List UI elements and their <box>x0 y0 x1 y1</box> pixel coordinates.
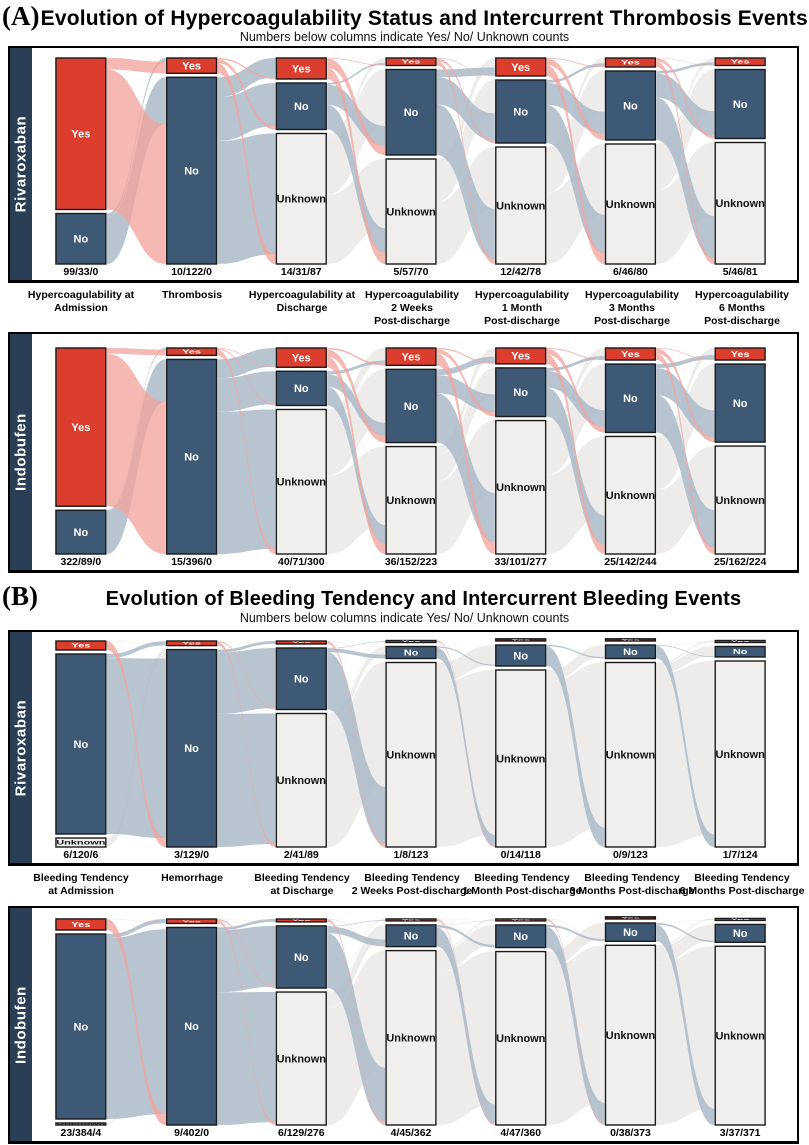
segment-label: Yes <box>511 350 531 363</box>
sankey-b-rivaroxaban <box>32 632 797 863</box>
drug-axis-rivaroxaban <box>10 48 32 280</box>
axis-label-col-2: Hemorrhage <box>161 872 223 884</box>
segment-label: Yes <box>511 918 531 922</box>
segment-label: No <box>513 387 529 400</box>
sankey-a-indobufen <box>32 334 797 570</box>
segment-label: Yes <box>71 642 91 650</box>
axis-label-col-6: Hypercoagulability 3 Months Post-discharge <box>585 289 679 328</box>
segment-label: No <box>184 451 199 464</box>
segment-label: Unknown <box>386 1032 436 1045</box>
segment-label: No <box>732 648 748 656</box>
segment-label: No <box>732 928 748 941</box>
segment-label: Yes <box>730 640 750 643</box>
chart-box-b-rivaroxaban <box>8 630 799 866</box>
count-label: 2/41/89 <box>283 849 319 862</box>
panel-a-prefix: (A) <box>2 1 40 31</box>
flow-ribbon <box>218 409 276 554</box>
segment-label: Unknown <box>605 1029 656 1042</box>
segment-label: Yes <box>620 638 640 642</box>
segment-label: No <box>293 951 309 964</box>
segment-label: Unknown <box>276 1053 326 1066</box>
segment-label: Yes <box>291 352 311 365</box>
flow-ribbon <box>656 661 714 847</box>
count-label: 40/71/300 <box>278 556 325 569</box>
count-label: 9/402/0 <box>174 1127 210 1140</box>
segment-label: Yes <box>71 920 91 930</box>
flow-ribbon <box>218 714 276 848</box>
segment-label: Unknown <box>56 839 106 847</box>
segment-label: Unknown <box>496 753 546 766</box>
drug-axis-indobufen <box>10 908 32 1141</box>
axis-label-col-1: Hypercoagulability at Admission <box>27 289 135 315</box>
segment-label: No <box>184 743 199 756</box>
segment-label: No <box>73 526 89 539</box>
count-label: 0/38/373 <box>610 1127 651 1140</box>
axis-label-col-1: Bleeding Tendency at Admission <box>33 872 129 898</box>
count-label: 15/396/0 <box>171 556 212 569</box>
axis-label-col-7: Bleeding Tendency 6 Months Post-discharge <box>679 872 805 898</box>
panel-a-header <box>0 1 809 32</box>
segment-label: Yes <box>620 916 640 920</box>
panel-b-subtitle: Numbers below columns indicate Yes/ No/ Unknown counts <box>239 611 570 625</box>
segment-label: Yes <box>620 350 640 360</box>
panel-a-subtitle: Numbers below columns indicate Yes/ No/ Unknown counts <box>239 30 570 44</box>
count-label: 322/89/0 <box>60 556 102 569</box>
segment-label: Unknown <box>496 1033 546 1046</box>
segment-label: Unknown <box>715 1030 765 1043</box>
segment-label: Yes <box>182 919 202 924</box>
segment-label: Yes <box>182 348 202 355</box>
count-label: 1/7/124 <box>722 849 758 862</box>
segment-label: Unknown <box>276 476 326 489</box>
segment-label: Yes <box>401 918 421 922</box>
axis-label-col-6: Bleeding Tendency 3 Months Post-discharge <box>569 872 695 898</box>
flow-ribbon <box>437 670 495 847</box>
count-label: 10/122/0 <box>171 266 212 279</box>
drug-label: Indobufen <box>12 413 30 491</box>
flow-ribbon <box>107 348 166 355</box>
axis-label-col-4: Bleeding Tendency 2 Weeks Post-discharge <box>351 872 473 898</box>
segment-label: Unknown <box>276 775 326 788</box>
segment-label: Yes <box>730 58 750 65</box>
segment-label: Unknown <box>715 748 765 761</box>
segment-label: Unknown <box>56 1122 106 1126</box>
segment-label: Unknown <box>715 198 765 211</box>
flow-ribbon <box>656 946 714 1125</box>
segment-label: No <box>732 397 748 410</box>
segment-label: Yes <box>291 919 311 922</box>
count-label: 99/33/0 <box>63 266 99 279</box>
segment-label: Yes <box>291 63 311 76</box>
chart-box-a-indobufen <box>8 332 799 573</box>
segment-label: Yes <box>291 641 311 644</box>
segment-label: No <box>513 931 529 944</box>
flow-ribbon <box>107 58 166 73</box>
count-label: 0/9/123 <box>612 849 648 862</box>
segment-label: No <box>623 647 638 658</box>
axis-label-col-5: Bleeding Tendency 1 Month Post-discharge <box>462 872 582 898</box>
segment-label: Unknown <box>605 749 656 762</box>
segment-label: No <box>623 926 638 939</box>
count-label: 12/42/78 <box>500 266 542 279</box>
panel-b-title: Evolution of Bleeding Tendency and Intercurrent Bleeding Events <box>105 588 742 610</box>
axis-label-col-3: Bleeding Tendency at Discharge <box>254 872 350 898</box>
segment-label: No <box>73 738 89 751</box>
axis-label-col-5: Hypercoagulability 1 Month Post-discharge <box>475 289 569 328</box>
segment-label: No <box>184 165 199 178</box>
count-label: 3/37/371 <box>719 1127 761 1140</box>
count-label: 36/152/223 <box>384 556 438 569</box>
segment-label: Unknown <box>386 749 436 762</box>
segment-label: No <box>403 400 419 413</box>
sankey-a-rivaroxaban <box>32 48 797 280</box>
count-label: 1/8/123 <box>393 849 429 862</box>
axis-label-col-3: Hypercoagulability at Discharge <box>248 289 356 315</box>
count-label: 3/129/0 <box>174 849 210 862</box>
segment-label: Yes <box>182 60 202 73</box>
count-label: 14/31/87 <box>280 266 322 279</box>
flow-ribbon <box>218 992 276 1125</box>
segment-label: Unknown <box>386 495 436 508</box>
flow-ribbon <box>327 642 385 649</box>
drug-label: Rivaroxaban <box>12 699 30 796</box>
segment-label: No <box>403 930 419 943</box>
segment-label: Yes <box>511 61 531 74</box>
panel-b-header <box>0 581 809 612</box>
segment-label: Unknown <box>276 193 326 206</box>
count-label: 23/384/4 <box>60 1127 102 1140</box>
count-label: 4/47/360 <box>500 1127 542 1140</box>
count-label: 6/129/276 <box>278 1127 325 1140</box>
axis-label-col-7: Hypercoagulability 6 Months Post-discharge <box>695 289 789 328</box>
segment-label: No <box>623 393 638 406</box>
count-label: 5/46/81 <box>722 266 758 279</box>
segment-label: Unknown <box>496 482 546 495</box>
segment-label: Yes <box>71 128 91 141</box>
drug-axis-rivaroxaban <box>10 632 32 863</box>
drug-axis-indobufen <box>10 334 32 570</box>
count-label: 25/162/224 <box>713 556 767 569</box>
drug-label: Rivaroxaban <box>12 115 30 213</box>
segment-label: No <box>513 106 529 119</box>
segment-label: Yes <box>730 350 750 360</box>
segment-label: Yes <box>182 641 202 646</box>
segment-label: No <box>732 98 748 111</box>
segment-label: Unknown <box>605 198 656 211</box>
axis-label-col-2: Thrombosis <box>161 289 223 301</box>
segment-label: No <box>403 648 419 658</box>
flow-ribbon <box>218 134 276 265</box>
drug-label: Indobufen <box>12 985 30 1064</box>
segment-label: No <box>73 233 89 246</box>
panel-b-prefix: (B) <box>2 581 38 611</box>
count-label: 0/14/118 <box>500 849 541 862</box>
segment-label: Yes <box>730 918 750 921</box>
segment-label: No <box>184 1020 199 1034</box>
flow-ribbon <box>218 926 276 992</box>
count-label: 6/120/6 <box>63 849 99 862</box>
segment-label: No <box>293 673 309 686</box>
count-label: 5/57/70 <box>393 266 429 279</box>
count-label: 4/45/362 <box>390 1127 432 1140</box>
chart-box-a-rivaroxaban <box>8 46 799 283</box>
segment-label: No <box>293 383 309 396</box>
segment-label: Yes <box>401 351 421 364</box>
sankey-b-indobufen <box>32 908 797 1141</box>
chart-box-b-indobufen <box>8 906 799 1144</box>
segment-label: No <box>293 101 309 114</box>
count-label: 33/101/277 <box>494 556 547 569</box>
segment-label: Unknown <box>386 206 436 219</box>
flow-ribbon <box>218 648 276 714</box>
segment-label: Yes <box>401 640 421 643</box>
segment-label: No <box>623 100 638 113</box>
count-label: 25/142/244 <box>604 556 657 569</box>
segment-label: No <box>73 1021 89 1034</box>
segment-label: Unknown <box>715 494 765 507</box>
segment-label: No <box>513 650 529 663</box>
segment-label: Yes <box>620 59 640 67</box>
segment-label: No <box>403 107 419 120</box>
count-label: 6/46/80 <box>612 266 648 279</box>
segment-label: Unknown <box>605 490 656 503</box>
segment-label: Yes <box>511 638 531 642</box>
flow-ribbon <box>327 920 385 926</box>
axis-labels-panel-a <box>0 289 809 333</box>
panel-a-title: Evolution of Hypercoagulability Status and Intercurrent Thrombosis Events <box>40 7 808 30</box>
segment-label: Unknown <box>496 200 546 213</box>
segment-label: Yes <box>71 421 91 434</box>
segment-label: Yes <box>401 58 421 65</box>
axis-label-col-4: Hypercoagulability 2 Weeks Post-discharge <box>365 289 459 328</box>
